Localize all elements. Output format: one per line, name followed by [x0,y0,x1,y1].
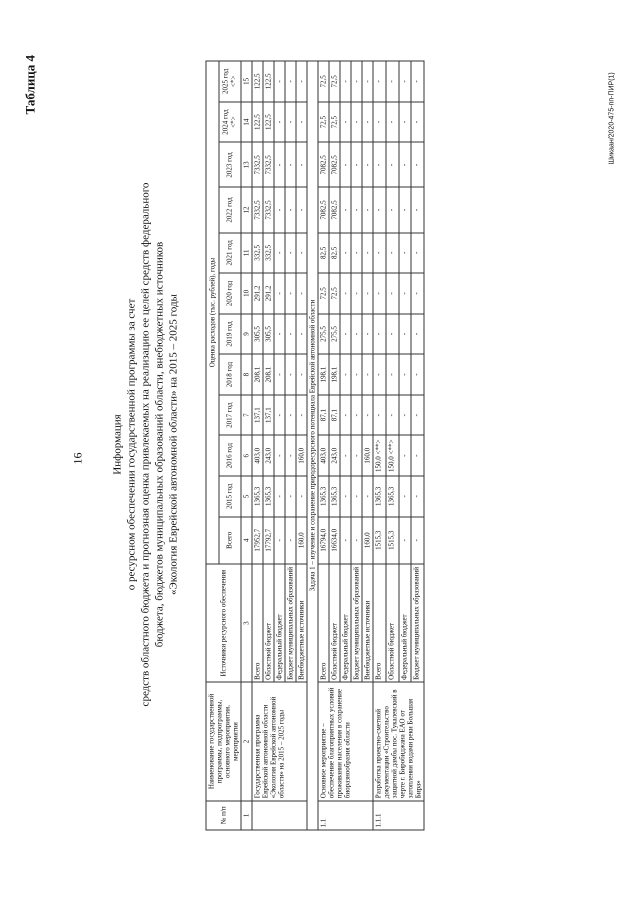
amount-cell: - [351,314,362,355]
program-name: Основное мероприятие – обеспечение благоприятных условий проживания населения в сохранение биоразнообразия области [318,682,373,800]
amount-cell: - [386,187,399,232]
amount-cell: - [362,102,373,143]
amount-cell: 137,1 [252,395,263,436]
column-number: 14 [241,102,252,143]
amount-cell: 7332,5 [252,187,263,232]
amount-cell: 72,5 [329,273,340,314]
amount-cell: 1365,3 [252,476,263,517]
header-year: 2015 год [219,476,241,517]
amount-cell: 1365,3 [263,476,274,517]
amount-cell: - [274,61,285,102]
amount-cell: 87,1 [329,395,340,436]
column-number: 12 [241,187,252,232]
title-line: Информация [111,414,124,475]
funding-source: Областной бюджет [386,564,399,682]
amount-cell: - [386,354,399,395]
column-number: 7 [241,395,252,436]
column-number: 13 [241,142,252,187]
amount-cell: 17952,7 [252,517,263,564]
funding-source: Всего [373,564,386,682]
amount-cell: - [285,187,296,232]
amount-cell: - [274,102,285,143]
amount-cell: 72,5 [329,61,340,102]
amount-cell: - [411,435,424,476]
amount-cell: - [274,314,285,355]
amount-cell: 87,1 [318,395,329,436]
funding-source: Бюджет муниципальных образований [411,564,424,682]
amount-cell: 7082,5 [318,187,329,232]
amount-cell: 7332,5 [252,142,263,187]
amount-cell: - [362,273,373,314]
amount-cell: - [411,142,424,187]
amount-cell: - [340,517,351,564]
amount-cell: - [351,187,362,232]
amount-cell: - [362,395,373,436]
amount-cell: - [340,187,351,232]
amount-cell: - [285,435,296,476]
amount-cell: - [351,102,362,143]
amount-cell: - [411,395,424,436]
amount-cell: 332,5 [252,233,263,274]
amount-cell: 72,5 [318,61,329,102]
column-number: 2 [241,682,252,800]
amount-cell: - [340,233,351,274]
amount-cell: 7082,5 [329,142,340,187]
column-number: 1 [241,801,252,830]
amount-cell: - [285,61,296,102]
header-row [206,61,219,830]
amount-cell: - [285,273,296,314]
amount-cell: - [351,142,362,187]
row-number: 1.1 [318,801,373,830]
amount-cell: 198,1 [329,354,340,395]
amount-cell: 1515,3 [386,517,399,564]
task-row [307,61,318,830]
amount-cell: - [373,354,386,395]
amount-cell: - [373,102,386,143]
amount-cell: 198,1 [318,354,329,395]
amount-cell: 160,0 [362,435,373,476]
column-number: 4 [241,517,252,564]
resource-table [206,61,425,831]
amount-cell: - [386,273,399,314]
title-line: «Экология Еврейской автономной области» на 2015 – 2025 годы [167,294,180,595]
amount-cell: - [285,476,296,517]
column-number: 11 [241,233,252,274]
amount-cell: - [386,142,399,187]
amount-cell: - [274,187,285,232]
amount-cell: - [351,233,362,274]
amount-cell: - [399,314,412,355]
funding-source: Областной бюджет [263,564,274,682]
header-year: 2022 год [219,187,241,232]
amount-cell: 1365,3 [318,476,329,517]
amount-cell: - [296,187,307,232]
amount-cell: - [362,354,373,395]
amount-cell: 1365,3 [386,476,399,517]
amount-cell: - [373,273,386,314]
table-body [252,61,424,830]
amount-cell: - [399,476,412,517]
amount-cell: 208,1 [252,354,263,395]
amount-cell: - [399,273,412,314]
program-name: Разработка проектно-сметной документации «Строительство защитной дамбы пос. Тукалевский в черте г. Биробиджана ЕАО от затопления водами реки Большая Бира» [373,682,424,800]
amount-cell: - [340,61,351,102]
funding-source: Внебюджетные источники [296,564,307,682]
amount-cell: - [386,233,399,274]
title-line: средств областного бюджета и прогнозная оценка привлекаемых на реализацию ее целей средств федерального [139,182,152,707]
amount-cell: - [351,395,362,436]
header-name: Наименование государственной программы, подпрограммы, основного мероприятия, мероприятия [206,682,241,800]
amount-cell: 122,5 [263,61,274,102]
header-source: Источники ресурсного обеспечения [206,564,241,682]
document-title [111,65,181,825]
amount-cell: 160,0 [362,517,373,564]
amount-cell: - [296,102,307,143]
funding-source: Федеральный бюджет [340,564,351,682]
amount-cell: - [274,435,285,476]
program-name: Государственная программа Еврейской автономной области «Экология Еврейской автономной области» на 2015 – 2025 годы [252,682,307,800]
column-number: 3 [241,564,252,682]
amount-cell: 208,1 [263,354,274,395]
amount-cell: - [399,395,412,436]
title-line: о ресурсном обеспечении государственной программы за счет [125,298,138,591]
column-number: 10 [241,273,252,314]
title-line: бюджета, бюджетов муниципальных образований области, внебюджетных источников [153,241,166,648]
amount-cell: - [411,314,424,355]
amount-cell: - [296,142,307,187]
amount-cell: - [362,61,373,102]
page-number: 16 [70,452,85,465]
amount-cell: 122,5 [252,61,263,102]
header-year: 2016 год [219,435,241,476]
header-total: Всего [219,517,241,564]
funding-source: Областной бюджет [329,564,340,682]
amount-cell: - [274,476,285,517]
amount-cell: - [399,102,412,143]
amount-cell: - [373,233,386,274]
amount-cell: - [362,476,373,517]
amount-cell: - [373,314,386,355]
amount-cell: - [285,354,296,395]
funding-source: Федеральный бюджет [274,564,285,682]
amount-cell: 275,5 [329,314,340,355]
amount-cell: - [285,314,296,355]
amount-cell: - [285,517,296,564]
column-number-row [241,61,252,830]
amount-cell: - [351,61,362,102]
amount-cell: - [351,435,362,476]
amount-cell: - [362,233,373,274]
amount-cell: - [340,476,351,517]
amount-cell: - [340,395,351,436]
amount-cell: - [274,273,285,314]
amount-cell: - [340,314,351,355]
table-row [252,61,263,830]
amount-cell: - [285,142,296,187]
amount-cell: 291,2 [263,273,274,314]
amount-cell: 72,5 [318,102,329,143]
amount-cell: 16634,0 [329,517,340,564]
amount-cell: - [285,102,296,143]
amount-cell: - [285,395,296,436]
amount-cell: - [296,314,307,355]
header-year: 2020 год [219,273,241,314]
amount-cell: - [351,354,362,395]
header-year: 2024 год <*> [219,102,241,143]
amount-cell: 160,0 [296,517,307,564]
amount-cell: 305,5 [252,314,263,355]
amount-cell: - [351,476,362,517]
amount-cell: - [399,435,412,476]
header-year: 2019 год [219,314,241,355]
amount-cell: - [386,61,399,102]
amount-cell: 122,5 [252,102,263,143]
amount-cell: - [399,61,412,102]
amount-cell: - [274,233,285,274]
amount-cell: - [274,395,285,436]
column-number: 9 [241,314,252,355]
amount-cell: - [296,61,307,102]
amount-cell: - [296,354,307,395]
amount-cell: - [399,142,412,187]
table-number: Таблица 4 [22,54,38,115]
amount-cell: - [340,354,351,395]
amount-cell: - [411,273,424,314]
amount-cell: - [411,187,424,232]
amount-cell: - [373,142,386,187]
amount-cell: - [411,102,424,143]
amount-cell: 332,5 [263,233,274,274]
amount-cell: - [399,187,412,232]
amount-cell: - [373,395,386,436]
amount-cell: - [362,314,373,355]
amount-cell: - [296,233,307,274]
column-number: 5 [241,476,252,517]
amount-cell: 275,5 [318,314,329,355]
amount-cell: - [340,102,351,143]
funding-source: Федеральный бюджет [399,564,412,682]
amount-cell: - [340,273,351,314]
amount-cell: - [386,314,399,355]
amount-cell: 160,0 [296,435,307,476]
funding-source: Всего [318,564,329,682]
amount-cell: 122,5 [263,102,274,143]
funding-source: Всего [252,564,263,682]
row-number [252,801,307,830]
amount-cell: 150,0 <**> [386,435,399,476]
amount-cell: 7082,5 [329,187,340,232]
funding-source: Бюджет муниципальных образований [285,564,296,682]
amount-cell: 1365,3 [373,476,386,517]
amount-cell: - [340,435,351,476]
amount-cell: - [411,476,424,517]
amount-cell: - [340,142,351,187]
amount-cell: - [373,187,386,232]
amount-cell: - [351,273,362,314]
amount-cell: - [296,395,307,436]
header-year: 2017 год [219,395,241,436]
amount-cell: 150,0 <**> [373,435,386,476]
header-year: 2025 год <*> [219,61,241,102]
amount-cell: - [399,354,412,395]
amount-cell: - [411,517,424,564]
amount-cell: - [386,102,399,143]
amount-cell: - [399,233,412,274]
amount-cell: - [411,61,424,102]
amount-cell: 1365,3 [329,476,340,517]
amount-cell: 16794,0 [318,517,329,564]
amount-cell: 72,5 [329,102,340,143]
amount-cell: - [362,187,373,232]
header-year: 2018 год [219,354,241,395]
rotated-content [1,0,640,905]
amount-cell: - [411,354,424,395]
column-number: 15 [241,61,252,102]
header-year: 2021 год [219,233,241,274]
amount-cell: 82,5 [329,233,340,274]
amount-cell: - [351,517,362,564]
funding-source: Бюджет муниципальных образований [351,564,362,682]
amount-cell: - [411,233,424,274]
amount-cell: 243,0 [263,435,274,476]
table-row [373,61,386,830]
header-estimate: Оценка расходов (тыс. рублей), годы [206,61,219,564]
amount-cell: 72,5 [318,273,329,314]
document-reference: Шикаан/2020-475-пп-ПИР(1) [608,72,616,165]
task-text: Задача 1 – изучение и сохранение природоресурсного потенциала Еврейской автономной области [307,61,318,830]
amount-cell: - [386,395,399,436]
amount-cell: - [296,476,307,517]
column-number: 6 [241,435,252,476]
amount-cell: - [296,273,307,314]
amount-cell: - [274,517,285,564]
amount-cell: - [362,142,373,187]
amount-cell: 305,5 [263,314,274,355]
amount-cell: 403,0 [252,435,263,476]
funding-source: Внебюджетные источники [362,564,373,682]
column-number: 8 [241,354,252,395]
row-number: 1.1.1 [373,801,424,830]
amount-cell: 7332,5 [263,142,274,187]
table-row [318,61,329,830]
amount-cell: 137,1 [263,395,274,436]
amount-cell: 291,2 [252,273,263,314]
amount-cell: 82,5 [318,233,329,274]
amount-cell: - [285,233,296,274]
amount-cell: - [274,142,285,187]
amount-cell: 243,0 [329,435,340,476]
amount-cell: 403,0 [318,435,329,476]
amount-cell: 7082,5 [318,142,329,187]
amount-cell: - [373,61,386,102]
amount-cell: 17792,7 [263,517,274,564]
header-num: № п/п [206,801,241,830]
amount-cell: - [399,517,412,564]
amount-cell: 1515,3 [373,517,386,564]
header-year: 2023 год [219,142,241,187]
amount-cell: 7332,5 [263,187,274,232]
amount-cell: - [274,354,285,395]
